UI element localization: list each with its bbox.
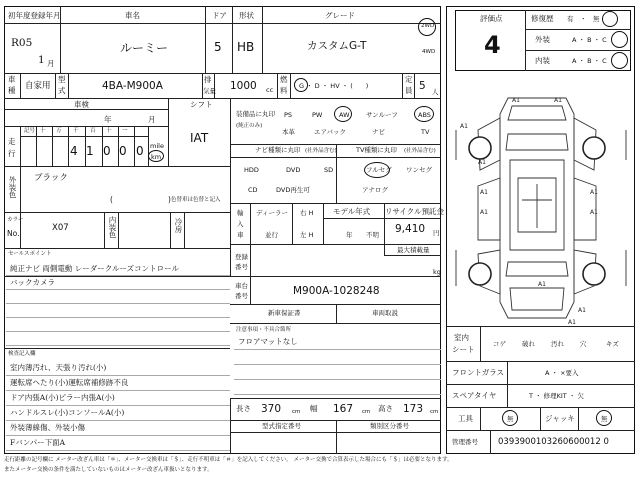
- mark-2: A1: [554, 97, 562, 104]
- navi-item: DVD: [286, 166, 301, 174]
- fuel-label-2: 料: [280, 86, 288, 95]
- equip-item: 本革: [282, 128, 295, 136]
- mark-6: A1: [480, 209, 488, 216]
- mark-3: A1: [460, 123, 468, 130]
- int-c-circle: [611, 52, 628, 69]
- tv-item: フルセグ: [366, 166, 392, 174]
- drive-2wd: 2WD: [421, 23, 435, 29]
- equip-item: PS: [284, 111, 293, 119]
- digit-header: 十: [40, 128, 46, 134]
- wear-none-circle: [602, 11, 618, 27]
- navi-label: ナビ種類に丸印: [255, 146, 301, 154]
- mileage-digit: 0: [103, 144, 111, 158]
- exterior-note: 色替車は色替と記入: [171, 197, 221, 203]
- displacement-label-2: 気量: [203, 87, 216, 95]
- digit-header: 一: [122, 128, 128, 134]
- chassis-label-1: 車台: [235, 282, 248, 290]
- shape: HB: [237, 40, 255, 54]
- tv-item: アナログ: [362, 186, 388, 194]
- width-cm: cm: [362, 409, 371, 415]
- digit-header: 十: [106, 128, 112, 134]
- navi-sub: (社外品含む): [305, 148, 337, 154]
- mark-10: A1: [578, 307, 586, 314]
- length-cm: cm: [292, 409, 301, 415]
- score: 4: [484, 31, 501, 59]
- mark-7: A1: [590, 189, 598, 196]
- ext-label: 外装: [535, 35, 550, 44]
- displacement: 1000: [230, 80, 257, 92]
- exterior-paren-open: (: [110, 195, 113, 204]
- equip-item: PW: [312, 111, 323, 119]
- grade: カスタムG-T: [307, 40, 367, 52]
- mark-4: A1: [478, 159, 486, 166]
- tv-label: TV種類に丸印: [356, 146, 397, 154]
- car-damage-diagram: [448, 90, 634, 328]
- height-label: 高さ: [378, 404, 393, 413]
- navi-item: HDD: [244, 166, 259, 174]
- seat-label-2: シート: [452, 345, 475, 354]
- chassis-label-2: 番号: [235, 292, 248, 300]
- capacity-label-2: 員: [405, 86, 413, 95]
- mgmt: 0393900103260600012 0: [498, 437, 609, 447]
- front-glass-options: A ・ ×要入: [545, 369, 579, 377]
- navi-item: DVD再生可: [276, 186, 310, 194]
- ext-c-circle: [611, 31, 628, 48]
- model-label-1: 型: [58, 75, 66, 84]
- mileage-digit: 0: [119, 144, 127, 158]
- jack-circle: [596, 410, 612, 426]
- import-right-hd: 右 H: [300, 209, 314, 217]
- caution-label: 注意事項・不具合箇所: [236, 327, 292, 333]
- length: 370: [261, 403, 282, 415]
- car-name: ルーミー: [120, 41, 169, 55]
- model-label-2: 式: [58, 86, 66, 95]
- color-no: X07: [52, 223, 69, 233]
- recycle-unit: 円: [433, 229, 440, 237]
- manual: 車両取説: [372, 309, 398, 317]
- tv-item: ワンセグ: [406, 166, 432, 174]
- sales-line: バックカメラ: [10, 278, 55, 287]
- capacity-unit: 人: [432, 88, 439, 96]
- reg-label-2: 番号: [235, 263, 248, 271]
- mileage-unit-mile: mile: [150, 142, 164, 150]
- front-glass-label: フロントガラス: [452, 368, 505, 377]
- mark-1: A1: [512, 97, 520, 104]
- sales-line: 純正ナビ 両側電動 レーダークルーズコントロール: [10, 264, 180, 273]
- mileage-label-2: 行: [8, 149, 16, 158]
- fuel-label-1: 燃: [280, 75, 288, 84]
- model-year: 不明: [366, 231, 379, 239]
- capacity-label-1: 定: [405, 75, 413, 84]
- length-label: 長さ: [236, 404, 251, 413]
- cc-unit: cc: [266, 86, 274, 94]
- caution-line: フロアマットなし: [238, 337, 298, 346]
- spare-label: スペアタイヤ: [452, 391, 497, 400]
- mileage-label-1: 走: [8, 137, 16, 146]
- digit-header: 百: [90, 128, 96, 134]
- seat-item: 汚れ: [551, 340, 564, 348]
- footer-line-2: またメーター交換の条件を満たしていないものはメーター改ざん車扱いとなります。: [4, 467, 213, 473]
- wear-label: 修復歴: [531, 14, 554, 23]
- mark-8: A1: [590, 209, 598, 216]
- inspector-label: 検査記入欄: [8, 351, 36, 357]
- inspector-line: 外装薄線傷、外装小傷: [10, 423, 85, 432]
- import-left-hd: 左 H: [300, 231, 314, 239]
- mileage-digit: 4: [70, 144, 78, 158]
- digit-header: 万: [56, 128, 62, 134]
- inspector-line: ハンドルスレ(小)コンソールA(小): [10, 408, 125, 417]
- footer-line-1: 走行距離の記号欄に メーター改ざん車は「＊」、メーター交換車は「＄」、走行不明車は「＃」を記入してください。 メーター交換で合算表示した場合にも「＄」は必要となります。: [4, 457, 453, 463]
- usage-label-1: 車: [8, 75, 16, 84]
- mgmt-label: 管理番号: [452, 438, 478, 446]
- equipment-label: 装備品に丸印: [236, 110, 275, 118]
- mileage-digit: 0: [136, 144, 144, 158]
- usage: 自家用: [25, 81, 51, 91]
- displacement-label-1: 排: [204, 75, 212, 84]
- spare-options: T ・ 修理KIT ・ 欠: [529, 392, 584, 400]
- import-label-3: 車: [237, 231, 244, 239]
- shaken-year-unit: 年: [104, 115, 112, 124]
- class-no-label: 類別区分番号: [370, 422, 409, 430]
- int-label: 内装: [535, 56, 550, 65]
- inspector-line: 運転席ヘたり(小)運転席補修跡不良: [10, 378, 129, 387]
- mark-11: A1: [568, 319, 576, 326]
- sales-label: セールスポイント: [8, 251, 52, 257]
- shaken-month-unit: 月: [148, 115, 156, 124]
- model-year-label: モデル年式: [333, 207, 371, 216]
- tool-circle: [502, 410, 518, 426]
- mileage-unit-km: km: [151, 153, 162, 161]
- exterior-color: ブラック: [34, 173, 68, 183]
- mark-5: A1: [480, 189, 488, 196]
- model: 4BA-M900A: [102, 80, 163, 92]
- model-year-prefix: 年: [346, 231, 353, 239]
- color-no-label-2: No.: [7, 229, 20, 238]
- first-reg-label: 初年度登録年月: [8, 11, 61, 20]
- navi-item: SD: [324, 166, 334, 174]
- int-options: A ・ B ・ C: [572, 57, 607, 65]
- max-load-label: 最大積載量: [397, 246, 430, 254]
- equip-item: ナビ: [372, 128, 385, 136]
- fuel-options: G ・ D ・ HV ・ ( ): [299, 82, 369, 90]
- shift-label: シフト: [190, 100, 213, 109]
- shape-label: 形状: [239, 11, 254, 20]
- equipment-sub: (純正のみ): [236, 123, 263, 129]
- jack-label: ジャッキ: [545, 414, 575, 423]
- first-reg-era: R05: [11, 37, 33, 49]
- rec-label: 冷房: [174, 218, 183, 233]
- recycle: 9,410: [395, 223, 426, 235]
- import-label-1: 輸: [237, 209, 244, 217]
- wear-options: 有 ・ 無: [567, 15, 600, 23]
- drive-4wd: 4WD: [422, 49, 436, 55]
- inspector-line: ドア内張A(小)ピラー内張A(小): [10, 393, 115, 402]
- mileage-digit: 1: [86, 144, 94, 158]
- equip-item: エアバック: [314, 128, 346, 136]
- score-label: 評価点: [480, 14, 503, 23]
- equip-item: サンルーフ: [366, 111, 398, 119]
- exterior-label: 外装色: [8, 176, 17, 199]
- month-unit: 月: [47, 59, 55, 68]
- seat-item: 穴: [580, 340, 587, 348]
- digit-header: 千: [73, 128, 79, 134]
- model-no-label: 型式指定番号: [262, 422, 301, 430]
- seat-item: キズ: [606, 340, 619, 348]
- car-name-label: 車名: [125, 11, 140, 20]
- import-parallel: 並行: [265, 231, 278, 239]
- seat-item: コゲ: [493, 340, 506, 348]
- equip-item: TV: [421, 128, 430, 136]
- inspector-line: Fバンパー下面A: [10, 438, 66, 447]
- height: 173: [403, 403, 424, 415]
- warranty: 新車保証書: [268, 309, 301, 317]
- usage-label-2: 種: [8, 86, 16, 95]
- recycle-label: リサイクル預託金: [385, 207, 444, 216]
- equip-item: AW: [339, 111, 350, 119]
- color-no-label-1: カラー: [7, 217, 24, 223]
- max-load-kg: kg: [433, 268, 441, 276]
- seat-item: 破れ: [522, 340, 535, 348]
- inspector-line: 室内薄汚れ、天張り汚れ(小): [10, 363, 107, 372]
- first-reg-month: 1: [38, 54, 45, 66]
- shift: IAT: [190, 131, 209, 145]
- fuel-g-circle: [294, 78, 308, 92]
- tool: 無: [507, 415, 514, 423]
- seat-label-1: 室内: [454, 333, 469, 342]
- digit-header: 記号: [24, 128, 36, 134]
- equip-item: ABS: [418, 111, 431, 119]
- import-label-2: 入: [237, 220, 244, 228]
- mileage-km-circle: [148, 150, 164, 162]
- ext-options: A ・ B ・ C: [572, 36, 607, 44]
- mark-9: A1: [538, 281, 546, 288]
- width-label: 幅: [310, 404, 318, 413]
- exterior-paren-close: ): [168, 195, 171, 204]
- tv-sub: (社外品含む): [404, 148, 436, 154]
- chassis: M900A-1028248: [293, 285, 380, 297]
- capacity: 5: [419, 80, 426, 92]
- doors: 5: [214, 40, 222, 54]
- tool-label: 工具: [458, 414, 473, 423]
- jack: 無: [601, 415, 608, 423]
- navi-item: CD: [248, 186, 258, 194]
- doors-label: ドア: [212, 11, 227, 20]
- width: 167: [333, 403, 354, 415]
- grade-label: グレード: [325, 11, 355, 20]
- reg-label-1: 登録: [235, 253, 248, 261]
- import-dealer: ディーラー: [256, 209, 288, 217]
- height-cm: cm: [430, 409, 439, 415]
- shaken-label: 車検: [74, 100, 89, 109]
- interior-color-label: 内装色: [108, 216, 117, 239]
